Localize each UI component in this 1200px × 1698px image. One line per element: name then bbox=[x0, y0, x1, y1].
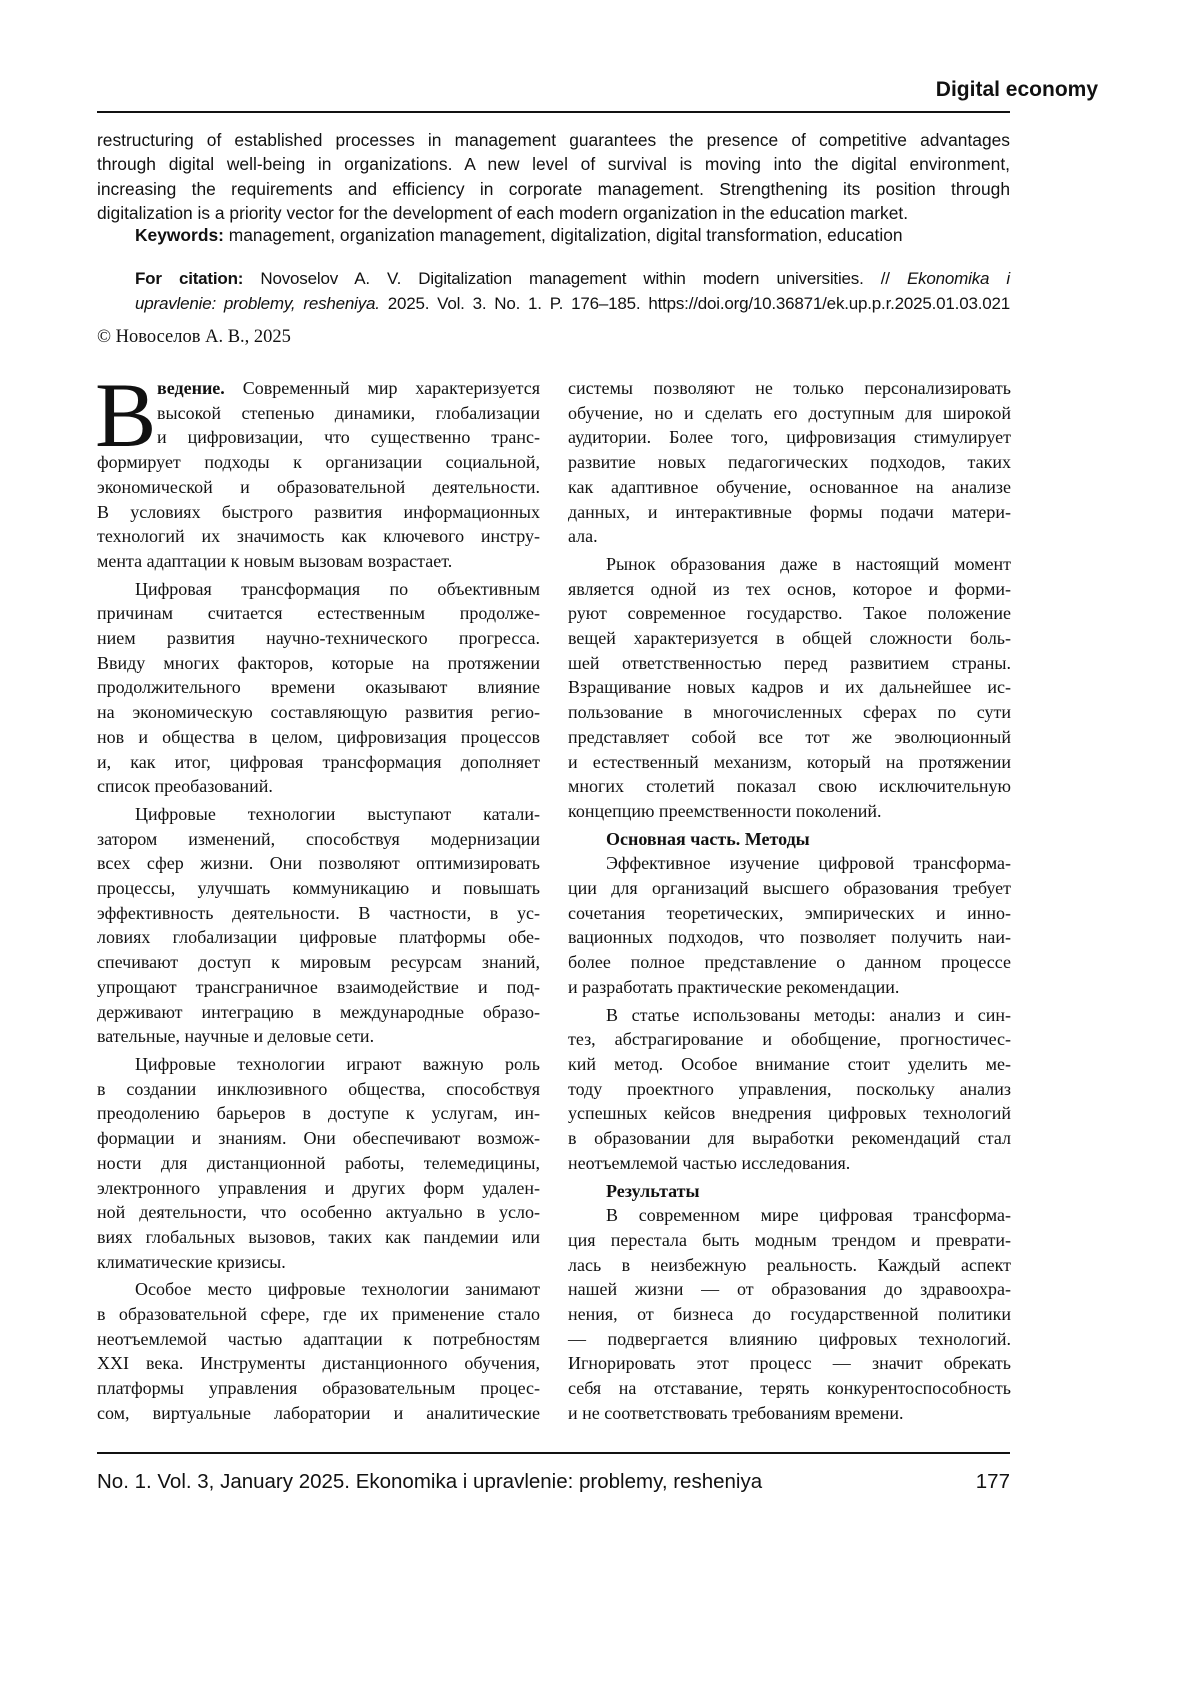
text-line: ала. bbox=[568, 524, 1011, 549]
text-line: В статье использованы методы: анализ и син- bbox=[568, 1003, 1011, 1028]
header-divider bbox=[97, 111, 1010, 113]
text-line: аудитории. Более того, цифровизация стимулирует bbox=[568, 425, 1011, 450]
abstract-line: through digital well-being in organizations. A new level of survival is moving into the digital environment, bbox=[97, 152, 1010, 176]
text-line: нов и общества в целом, цифровизация процессов bbox=[97, 725, 540, 750]
citation bbox=[135, 267, 1010, 316]
text-line: сочетания теоретических, эмпирических и инно- bbox=[568, 901, 1011, 926]
text-line: и не соответствовать требованиям времени. bbox=[568, 1401, 1011, 1426]
left-column bbox=[97, 376, 540, 1429]
text-line: многих столетий показал свою исключительную bbox=[568, 774, 1011, 799]
text-line: сом, виртуальные лаборатории и аналитические bbox=[97, 1401, 540, 1426]
text-line: Ввиду многих факторов, которые на протяжении bbox=[97, 651, 540, 676]
paragraph bbox=[97, 802, 540, 1049]
text-line: неотъемлемой частью исследования. bbox=[568, 1151, 1011, 1176]
text-line: вещей характеризуется в общей сложности боль- bbox=[568, 626, 1011, 651]
text-line: шей ответственностью перед развитием страны. bbox=[568, 651, 1011, 676]
text-line: ловиях глобализации цифровые платформы обе- bbox=[97, 925, 540, 950]
paragraph bbox=[97, 1277, 540, 1425]
text-line: XXI века. Инструменты дистанционного обучения, bbox=[97, 1351, 540, 1376]
text-line: виях глобальных вызовов, таких как пандемии или bbox=[97, 1225, 540, 1250]
text-line: мента адаптации к новым вызовам возрастает. bbox=[97, 549, 540, 574]
paragraph bbox=[568, 1003, 1011, 1176]
text-line: представляет собой все тот же эволюционный bbox=[568, 725, 1011, 750]
text-line: держивают интеграцию в международные образо- bbox=[97, 1000, 540, 1025]
text-line: в создании инклюзивного общества, способствуя bbox=[97, 1077, 540, 1102]
section-heading: Основная часть. Методы bbox=[568, 827, 1011, 852]
text-line: и разработать практические рекомендации. bbox=[568, 975, 1011, 1000]
abstract-line: restructuring of established processes in management guarantees the presence of competitive advantages bbox=[97, 128, 1010, 152]
text-line: упрощают трансграничное взаимодействие и под- bbox=[97, 975, 540, 1000]
page-number: 177 bbox=[976, 1470, 1010, 1494]
text-fragment: Современный мир характеризуется bbox=[225, 378, 540, 398]
text-line: — подвергается влиянию цифровых технологий. bbox=[568, 1327, 1011, 1352]
text-line: эффективность деятельности. В частности, в ус- bbox=[97, 901, 540, 926]
text-line: данных, и интерактивные формы подачи матери- bbox=[568, 500, 1011, 525]
text-line: концепцию преемственности поколений. bbox=[568, 799, 1011, 824]
citation-journal-cont: upravlenie: problemy, resheniya. bbox=[135, 294, 380, 313]
text-line: формирует подходы к организации социальной, bbox=[97, 450, 540, 475]
text-line: процессы, улучшать коммуникацию и повышать bbox=[97, 876, 540, 901]
paragraph bbox=[568, 552, 1011, 824]
text-line: ция перестала быть модным трендом и преврати- bbox=[568, 1228, 1011, 1253]
paragraph bbox=[568, 851, 1011, 999]
paragraph bbox=[97, 577, 540, 799]
text-line: платформы управления образовательным процес- bbox=[97, 1376, 540, 1401]
text-line: Взращивание новых кадров и их дальнейшее ис- bbox=[568, 675, 1011, 700]
text-line: успешных кейсов внедрения цифровых технологий bbox=[568, 1101, 1011, 1126]
text-line: неотъемлемой частью адаптации к потребностям bbox=[97, 1327, 540, 1352]
footer bbox=[97, 1470, 1010, 1494]
text-line: продолжительного времени оказывают влияние bbox=[97, 675, 540, 700]
keywords bbox=[135, 225, 903, 246]
text-line: электронного управления и других форм удален- bbox=[97, 1176, 540, 1201]
text-line: ции для организаций высшего образования требует bbox=[568, 876, 1011, 901]
text-line: Игнорировать этот процесс — значит обрекать bbox=[568, 1351, 1011, 1376]
text-line: и цифровизации, что существенно транс- bbox=[97, 425, 540, 450]
abstract-line: digitalization is a priority vector for the development of each modern organization in the education market. bbox=[97, 201, 1010, 225]
text-line: преодолению барьеров в доступе к услугам, ин- bbox=[97, 1101, 540, 1126]
text-line: В условиях быстрого развития информационных bbox=[97, 500, 540, 525]
text-line: причинам считается естественным продолже- bbox=[97, 601, 540, 626]
text-line: в образовательной сфере, где их применение стало bbox=[97, 1302, 540, 1327]
section-title: Digital economy bbox=[936, 78, 1098, 102]
text-line: Цифровые технологии выступают катали- bbox=[97, 802, 540, 827]
text-line: на экономическую составляющую развития регио- bbox=[97, 700, 540, 725]
text-line: развитие новых педагогических подходов, таких bbox=[568, 450, 1011, 475]
text-line: в образовании для выработки рекомендаций стал bbox=[568, 1126, 1011, 1151]
text-line: лась в неизбежную реальность. Каждый аспект bbox=[568, 1253, 1011, 1278]
text-line: нения, от бизнеса до государственной политики bbox=[568, 1302, 1011, 1327]
keywords-label: Keywords: bbox=[135, 225, 224, 245]
text-line: В современном мире цифровая трансформа- bbox=[568, 1203, 1011, 1228]
text-line: и естественный механизм, который на протяжении bbox=[568, 750, 1011, 775]
text-line: является одной из тех основ, которое и форми- bbox=[568, 577, 1011, 602]
text-line: формации и знаниям. Они обеспечивают возмож- bbox=[97, 1126, 540, 1151]
text-line: список преобазований. bbox=[97, 774, 540, 799]
abstract bbox=[97, 128, 1010, 225]
text-line: нашей жизни — от образования до здравоохра- bbox=[568, 1277, 1011, 1302]
text-line: затором изменений, способствуя модернизации bbox=[97, 827, 540, 852]
text-line: тоду проектного управления, поскольку анализ bbox=[568, 1077, 1011, 1102]
text-line: руют современное государство. Такое положение bbox=[568, 601, 1011, 626]
paragraph bbox=[568, 376, 1011, 549]
text-line: более полное представление о данном процессе bbox=[568, 950, 1011, 975]
text-line: Эффективное изучение цифровой трансформа- bbox=[568, 851, 1011, 876]
text-line: себя на отставание, терять конкурентоспособность bbox=[568, 1376, 1011, 1401]
keywords-text: management, organization management, digitalization, digital transformation, education bbox=[224, 225, 903, 245]
text-line: спечивают доступ к мировым ресурсам знаний, bbox=[97, 950, 540, 975]
copyright: © Новоселов А. В., 2025 bbox=[97, 327, 291, 348]
text-line: Цифровая трансформация по объективным bbox=[97, 577, 540, 602]
paragraph bbox=[568, 1203, 1011, 1425]
text-line: пользование в многочисленных сферах по сути bbox=[568, 700, 1011, 725]
section-heading: Результаты bbox=[568, 1179, 1011, 1204]
text-line: обучение, но и сделать его доступным для широкой bbox=[568, 401, 1011, 426]
text-line: нием развития научно-технического прогресса. bbox=[97, 626, 540, 651]
right-column bbox=[568, 376, 1011, 1429]
text-line: вационных подходов, что позволяет получить наи- bbox=[568, 925, 1011, 950]
abstract-line: increasing the requirements and efficiency in corporate management. Strengthening its position through bbox=[97, 177, 1010, 201]
citation-text: Novoselov A. V. Digitalization management within modern universities. // bbox=[243, 269, 907, 288]
text-line: всех сфер жизни. Они позволяют оптимизировать bbox=[97, 851, 540, 876]
text-line: ности для дистанционной работы, телемедицины, bbox=[97, 1151, 540, 1176]
paragraph bbox=[97, 376, 540, 574]
text-line bbox=[97, 376, 540, 401]
footer-divider bbox=[97, 1452, 1010, 1454]
paragraph bbox=[97, 1052, 540, 1274]
citation-label: For citation: bbox=[135, 269, 243, 288]
text-line: тез, абстрагирование и обобщение, прогностичес- bbox=[568, 1027, 1011, 1052]
citation-journal: Ekonomika i bbox=[907, 269, 1010, 288]
text-line: технологий их значимость как ключевого инстру- bbox=[97, 524, 540, 549]
text-line: системы позволяют не только персонализировать bbox=[568, 376, 1011, 401]
text-line: вательные, научные и деловые сети. bbox=[97, 1024, 540, 1049]
drop-cap: В bbox=[95, 380, 156, 450]
text-line: высокой степенью динамики, глобализации bbox=[97, 401, 540, 426]
text-line: как адаптивное обучение, основанное на анализе bbox=[568, 475, 1011, 500]
text-line: Рынок образования даже в настоящий момент bbox=[568, 552, 1011, 577]
text-line: экономической и образовательной деятельности. bbox=[97, 475, 540, 500]
text-line: Цифровые технологии играют важную роль bbox=[97, 1052, 540, 1077]
text-line: ной деятельности, что особенно актуально в усло- bbox=[97, 1200, 540, 1225]
footer-journal: No. 1. Vol. 3, January 2025. Ekonomika i upravlenie: problemy, resheniya bbox=[97, 1470, 762, 1494]
text-line: Особое место цифровые технологии занимают bbox=[97, 1277, 540, 1302]
text-line: и, как итог, цифровая трансформация дополняет bbox=[97, 750, 540, 775]
intro-bold: ведение. bbox=[157, 378, 225, 398]
text-line: климатические кризисы. bbox=[97, 1250, 540, 1275]
citation-details[interactable]: 2025. Vol. 3. No. 1. P. 176–185. https://doi.org/10.36871/ek.up.p.r.2025.01.03.021 bbox=[380, 294, 1010, 313]
text-line: кий метод. Особое внимание стоит уделить ме- bbox=[568, 1052, 1011, 1077]
